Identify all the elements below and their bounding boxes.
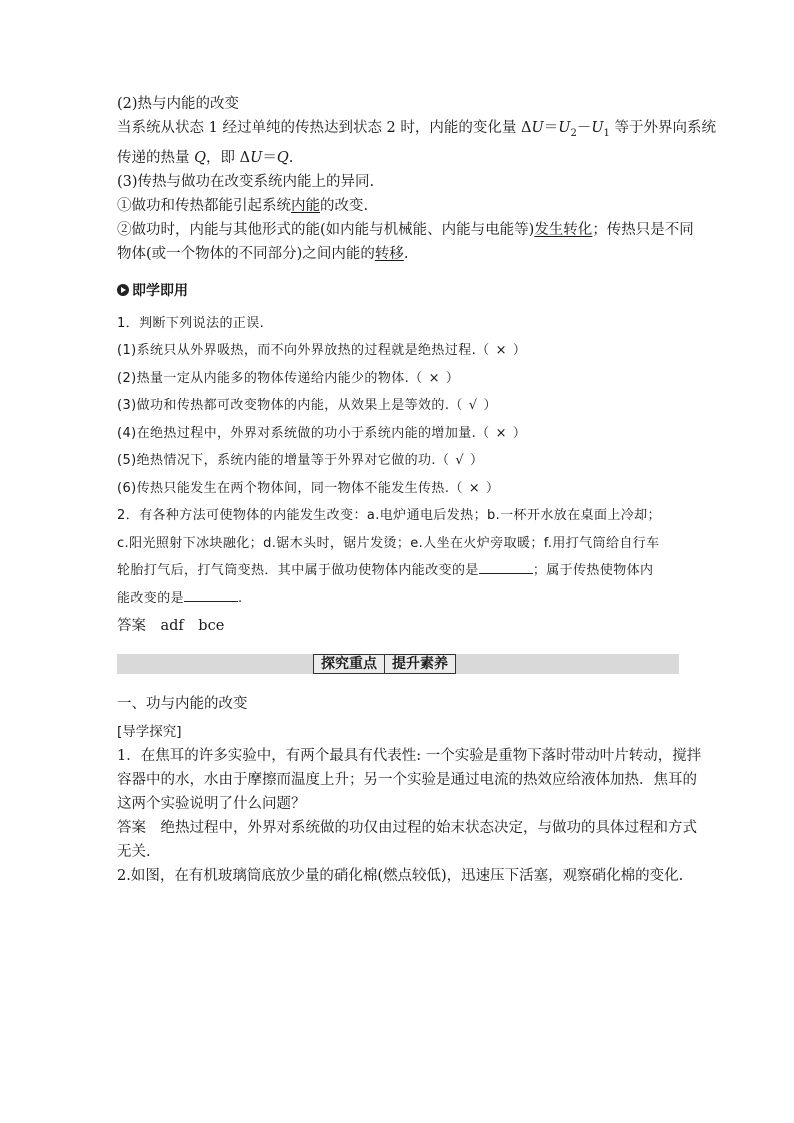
answer-label: 答案 (117, 820, 146, 837)
paragraph-line: 1．在焦耳的许多实验中，有两个最具有代表性: 一个实验是重物下落时带动叶片转动，搅拌 (117, 748, 702, 765)
section-heading: 一、功与内能的改变 (117, 696, 248, 713)
answer-line (117, 614, 679, 638)
paragraph-line: 传递的热量 Q，即 ΔU＝Q. (117, 149, 294, 166)
banner-left: 探究重点 (321, 656, 377, 673)
paragraph-line: ②做功时，内能与其他形式的能(如内能与机械能、内能与电能等)发生转化；传热只是不同 (117, 221, 694, 238)
answer-label: 答案 (117, 618, 146, 635)
question-2-line: c.阳光照射下冰块融化；d.锯木头时，锯片发烫；e.人坐在火炉旁取暖；f.用打气筒给自行车 (117, 535, 660, 551)
underlined-term: 内能 (291, 197, 320, 214)
paragraph-line: 当系统从状态 1 经过单纯的传热达到状态 2 时，内能的变化量 $\Delta U=U_2-U_1$ 等于外界向系统 (117, 120, 717, 139)
judgment-item: (5)绝热情况下，系统内能的增量等于外界对它做的功.（ √ ） (117, 447, 679, 475)
answer-mark: × (495, 425, 507, 441)
paragraph-line: 无关. (117, 844, 151, 861)
question-2-line: 能改变的是 . (117, 585, 679, 613)
banner-right: 提升素养 (384, 655, 455, 673)
play-circle-icon (117, 284, 129, 296)
subsection-label: [导学探究] (117, 724, 182, 741)
underlined-term: 发生转化 (534, 221, 593, 238)
judgment-item: (6)传热只能发生在两个物体间，同一物体不能发生传热.（ × ） (117, 475, 679, 503)
paragraph-line: 物体(或一个物体的不同部分)之间内能的转移. (117, 245, 409, 262)
underlined-term: 转移 (374, 245, 404, 262)
question-1: 1．判断下列说法的正误. (117, 315, 265, 331)
banner-box (313, 654, 456, 674)
answer-line: 答案 绝热过程中，外界对系统做的功仅由过程的始末状态决定，与做功的具体过程和方式 (117, 820, 697, 837)
judgment-item: (4)在绝热过程中，外界对系统做的功小于系统内能的增加量.（ × ） (117, 420, 679, 448)
judgment-item: (3)做功和传热都可改变物体的内能，从效果上是等效的.（ √ ） (117, 392, 679, 420)
document-page (117, 92, 717, 888)
answer-mark: × (495, 343, 507, 359)
judgment-item: (1)系统只从外界吸热，而不向外界放热的过程就是绝热过程.（ × ） (117, 337, 679, 365)
question-2-line: 轮胎打气后，打气筒变热．其中属于做功使物体内能改变的是 ；属于传热使物体内 (117, 557, 679, 585)
question-2-line: 2．有各种方法可使物体的内能发生改变：a.电炉通电后发热；b.一杯开水放在桌面上冷却； (117, 508, 661, 524)
paragraph-line: 这两个实验说明了什么问题？ (117, 796, 306, 813)
subheading-comparison: (3)传热与做功在改变系统内能上的异同. (117, 173, 375, 190)
answer-value: adf bce (160, 618, 225, 635)
answer-mark: √ (468, 398, 478, 414)
fill-blank[interactable] (184, 587, 238, 602)
judgment-item: (2)热量一定从内能多的物体传递给内能少的物体.（ × ） (117, 365, 679, 393)
answer-mark: × (468, 480, 481, 496)
answer-mark: √ (455, 453, 465, 469)
paragraph-line: 容器中的水，水由于摩擦而温度上升；另一个实验是通过电流的热效应给液体加热．焦耳的 (117, 772, 697, 789)
paragraph-line: 2.如图，在有机玻璃筒底放少量的硝化棉(燃点较低)，迅速压下活塞，观察硝化棉的变化. (117, 868, 684, 885)
answer-mark: × (428, 370, 440, 386)
section-banner (117, 654, 679, 674)
subheading-heat-internal-energy: (2)热与内能的改变 (117, 96, 240, 112)
section-title-practice: 即学即用 (117, 280, 679, 300)
fill-blank[interactable] (479, 559, 533, 574)
paragraph-line: ①做功和传热都能引起系统内能的改变. (117, 197, 369, 214)
